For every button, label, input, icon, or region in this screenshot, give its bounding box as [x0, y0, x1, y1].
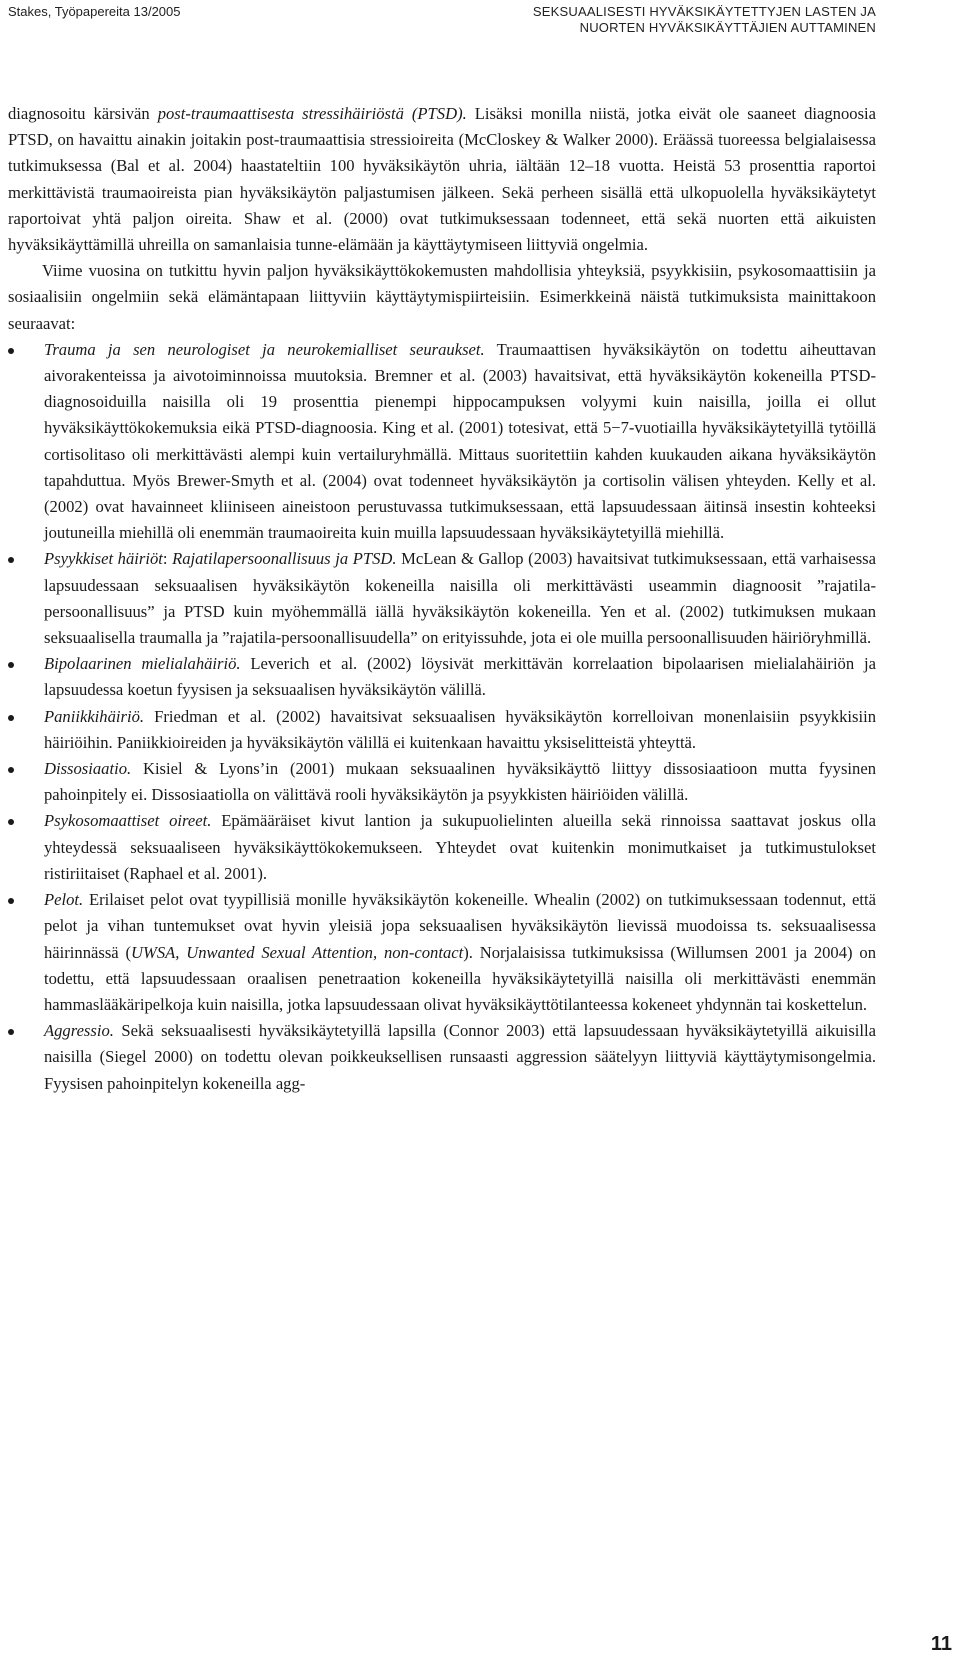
list-item [8, 1018, 876, 1097]
paragraph-2: Viime vuosina on tutkittu hyvin paljon hyväksikäyttökokemusten mahdollisia yhteyksiä, psyykkisiin, psykosomaattisiin ja sosiaalisiin ongelmiin sekä elämäntapaan liittyviin käyttäytymispiirteisiin. Esimerkkeinä näistä tutkimuksista mainittakoon seuraavat: [8, 261, 876, 333]
running-title [533, 4, 876, 36]
body-text [8, 101, 876, 1097]
bullet-icon [8, 715, 14, 721]
list-item-text: Leverich et al. (2002) löysivät merkittävän korrelaation bipolaarisen mielialahäiriön ja lapsuudessa koetun fyysisen ja seksuaalisen hyväksikäytön välillä. [44, 654, 876, 700]
list-item-text: Traumaattisen hyväksikäytön on todettu aiheuttavan aivorakenteissa ja aivotoiminnoissa muutoksia. Bremner et al. (2003) havaitsivat, että hyväksikäytön kokeneilla PTSD-diagnosoiduilla naisilla oli 19 prosenttia pienempi hippocampuksen volyymi kuin naisilla, joilla ei ollut hyväksikäyttökokemuksia eikä PTSD-diagnoosia. King et al. (2001) totesivat, että 5−7-vuotiailla hyväksikäytetyillä tytöillä cortisolitaso oli merkittävästi alempi kuin vertailuryhmällä. Mittaus suoritettiin kahden kuukauden aikana hyväksikäytön tapahduttua. Myös Brewer-Smyth et al. (2004) ovat todenneet hyväksikäytön ja cortisolin välisen yhteyden. Kelly et al. (2002) ovat havainneet kliiniseen aineistoon perustuvassa tutkimuksessaan, että lapsuudessaan äitinsä insestin kohteeksi joutuneilla miehillä oli enemmän traumaoireita kuin muilla lapsuudessaan hyväksikäytetyillä miehillä. [44, 339, 876, 543]
page-header [0, 0, 960, 60]
paragraph-1 [8, 101, 876, 258]
list-item-title: Dissosiaatio. [44, 759, 132, 779]
bullet-icon [8, 348, 14, 354]
list-item-term: UWSA, Unwanted Sexual Attention, non-contact [131, 942, 464, 962]
list-item-separator: : [162, 549, 173, 569]
list-item-text: Friedman et al. (2002) havaitsivat seksuaalisen hyväksikäytön korrelloivan monenlaisiin psyykkisiin häiriöihin. Paniikkioireiden ja hyväksikäytön välillä ei kuitenkaan havaittu yksiselitteistä yhteyttä. [44, 706, 876, 752]
list-item-title: Trauma ja sen neurologiset ja neurokemialliset seuraukset. [44, 339, 485, 359]
publication-title: Stakes, Työpapereita 13/2005 [8, 4, 181, 19]
list-item [8, 337, 876, 547]
list-item [8, 651, 876, 703]
list-item-text: Sekä seksuaalisesti hyväksikäytetyillä lapsilla (Connor 2003) että lapsuudessaan hyväksikäytetyillä aikuisilla naisilla (Siegel 2000) on todettu olevan poikkeuksellisen runsaasti aggression säätelyyn liittyviä käyttäytymisongelmia. Fyysisen pahoinpitelyn kokeneilla agg- [44, 1021, 876, 1093]
list-item-title: Psyykkiset häiriöt [44, 549, 163, 569]
paragraph-1-italic: post-traumaattisesta stressihäiriöstä (PTSD). [157, 104, 467, 123]
list-item-text: Kisiel & Lyons’in (2001) mukaan seksuaalinen hyväksikäyttö liittyy dissosiaatioon mutta fyysinen pahoinpitely ei. Dissosiaatiolla on välittävä rooli hyväksikäytön ja psyykkisten häiriöiden välillä. [44, 759, 876, 805]
list-item-subtitle: Rajatilapersoonallisuus ja PTSD. [172, 549, 397, 569]
list-item [8, 704, 876, 756]
findings-list [8, 337, 876, 1097]
bullet-icon [8, 767, 14, 773]
list-item-text: McLean & Gallop (2003) havaitsivat tutkimuksessaan, että varhaisessa lapsuudessaan seksuaalisen hyväksikäytön kokeneilla naisilla oli merkittävästi useammin diagnoosit ”rajatila-persoonallisuus” ja PTSD kuin myöhemmällä iällä hyväksikäytön kokeneilla. Yen et al. (2002) tutkimuksen mukaan seksuaalisella traumalla ja ”rajatila-persoonallisuudella” on erityissuhde, jota ei ole muilla persoonallisuuden häiriöryhmillä. [44, 549, 876, 648]
bullet-icon [8, 819, 14, 825]
list-item-title: Pelot. [44, 890, 84, 910]
list-item [8, 808, 876, 887]
bullet-icon [8, 898, 14, 904]
bullet-icon [8, 557, 14, 563]
list-item [8, 756, 876, 808]
bullet-icon [8, 1029, 14, 1035]
list-item-title: Paniikkihäiriö. [44, 706, 145, 726]
list-item-title: Psykosomaattiset oireet. [44, 811, 212, 831]
list-item-title: Bipolaarinen mielialahäiriö. [44, 654, 241, 674]
bullet-icon [8, 662, 14, 668]
list-item-text: Epämääräiset kivut lantion ja sukupuolielinten alueilla sekä rinnoissa saattavat joskus olla yhteydessä seksuaaliseen hyväksikäyttökokemukseen. Yhteydet ovat kuitenkin monimutkaiset ja tutkimustulokset ristiriitaiset (Raphael et al. 2001). [44, 811, 876, 883]
list-item [8, 546, 876, 651]
running-title-line-2: NUORTEN HYVÄKSIKÄYTTÄJIEN AUTTAMINEN [579, 20, 876, 35]
running-title-line-1: SEKSUAALISESTI HYVÄKSIKÄYTETTYJEN LASTEN JA [532, 4, 876, 19]
paragraph-1-text-c: Lisäksi monilla niistä, jotka eivät ole saaneet diagnoosia PTSD, on havaittu ainakin joitakin post-traumaattisia stressioireita (McCloskey & Walker 2000). Eräässä tuoreessa belgialaisessa tutkimuksessa (Bal et al. 2004) haastateltiin 100 hyväksikäytön uhria, iältään 12–18 vuotta. Heistä 53 prosenttia raportoi merkittävistä traumaoireista pian hyväksikäytön paljastumisen jälkeen. Sekä perheen sisällä että ulkopuolella hyväksikäytetyt raportoivat yhtä paljon oireita. Shaw et al. (2000) ovat tutkimuksessaan todenneet, että sekä nuorten että aikuisten hyväksikäyttämillä uhreilla on samanlaisia tunne-elämään ja käyttäytymiseen liittyviä ongelmia. [8, 104, 877, 255]
list-item-text: Erilaiset pelot ovat tyypillisiä monille hyväksikäytön kokeneille. Whealin (2002) on tutkimuksessaan todennut, että pelot ja vihan tuntemukset ovat hyvin yleisiä jopa seksuaalisen hyväksikäytön lievissä muodoissa ts. seksuaalisessa häirinnässä ( [44, 890, 876, 962]
page-number: 11 [930, 1633, 952, 1655]
list-item-text-continued: ). Norjalaisissa tutkimuksissa (Willumsen 2001 ja 2004) on todettu, että lapsuudessaan oraalisen penetraation kokeneilla hyväksikäytetyillä naisilla oli merkittävästi enemmän hammaslääkäripelkoja kuin naisilla, jotka lapsuudessaan olivat hyväksikäyttötilanteessa kokeneet yhdynnän tai koskettelun. [44, 942, 876, 1014]
paragraph-1-text-a: diagnosoitu kärsivän [8, 104, 158, 123]
list-item-title: Aggressio. [44, 1021, 114, 1041]
list-item [8, 887, 876, 1018]
